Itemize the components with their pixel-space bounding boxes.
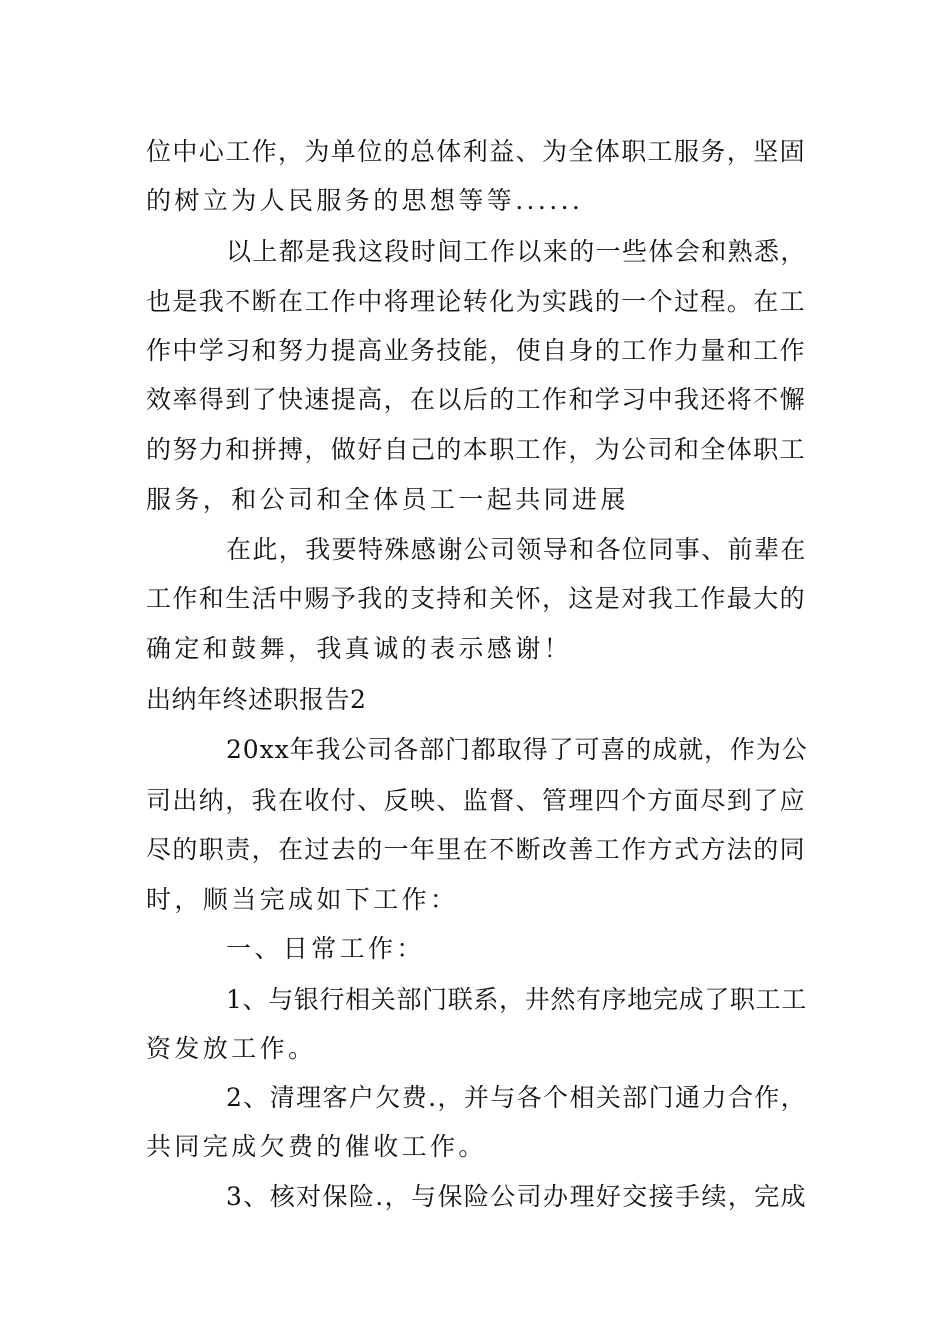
paragraph-1-line-2: 的树立为人民服务的思想等等...... <box>146 186 584 215</box>
section-paragraph-3-line-2: 资发放工作。 <box>146 1034 317 1063</box>
section-paragraph-1-line-2: 司出纳，我在收付、反映、监督、管理四个方面尽到了应 <box>146 786 807 815</box>
section-paragraph-4-line-2: 共同完成欠费的催收工作。 <box>146 1132 487 1161</box>
section-paragraph-1-line-1: 20xx年我公司各部门都取得了可喜的成就，作为公 <box>226 735 808 764</box>
paragraph-2-line-3: 作中学习和努力提高业务技能，使自身的工作力量和工作 <box>146 336 807 365</box>
paragraph-2-line-4: 效率得到了快速提高，在以后的工作和学习中我还将不懈 <box>146 385 807 414</box>
section-paragraph-3-line-1: 1、与银行相关部门联系，井然有序地完成了职工工 <box>226 985 807 1014</box>
section-paragraph-5-line-1: 3、核对保险.，与保险公司办理好交接手续，完成 <box>226 1182 808 1211</box>
section-paragraph-1-line-4: 时，顺当完成如下工作： <box>146 885 459 914</box>
paragraph-2-line-1: 以上都是我这段时间工作以来的一些体会和熟悉， <box>226 237 807 266</box>
paragraph-2-line-5: 的努力和拼搏，做好自己的本职工作，为公司和全体职工 <box>146 435 807 464</box>
section-heading: 出纳年终述职报告2 <box>146 685 367 714</box>
section-paragraph-4-line-1: 2、清理客户欠费.，并与各个相关部门通力合作， <box>226 1083 808 1112</box>
paragraph-3-line-3: 确定和鼓舞，我真诚的表示感谢！ <box>146 634 573 663</box>
paragraph-2-line-2: 也是我不断在工作中将理论转化为实践的一个过程。在工 <box>146 287 807 316</box>
paragraph-3-line-1: 在此，我要特殊感谢公司领导和各位同事、前辈在 <box>226 535 807 564</box>
section-paragraph-1-line-3: 尽的职责，在过去的一年里在不断改善工作方式方法的同 <box>146 835 807 864</box>
paragraph-1-line-1: 位中心工作，为单位的总体利益、为全体职工服务，坚固 <box>146 137 807 166</box>
paragraph-2-line-6: 服务，和公司和全体员工一起共同进展 <box>146 485 629 514</box>
paragraph-3-line-2: 工作和生活中赐予我的支持和关怀，这是对我工作最大的 <box>146 584 807 613</box>
section-paragraph-2-line-1: 一、日常工作： <box>226 934 425 963</box>
